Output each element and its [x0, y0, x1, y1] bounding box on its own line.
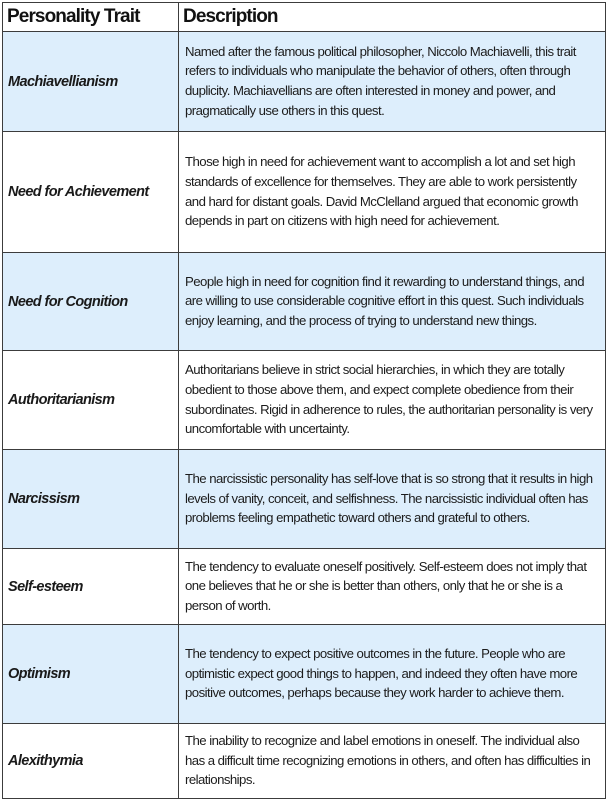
- trait-description: The inability to recognize and label emotions in oneself. The individual also has a difficult time recognizing emotions in others, and often has difficulties in relationships.: [179, 724, 606, 799]
- trait-description: The tendency to expect positive outcomes in the future. People who are optimistic expect good things to happen, and indeed they often have more positive outcomes, perhaps because they work harder to achieve them.: [179, 625, 606, 724]
- table-row-need-for-achievement: [3, 132, 606, 253]
- trait-description: Those high in need for achievement want to accomplish a lot and set high standards of excellence for themselves. They are able to work persistently and hard for distant goals. David McClelland argued that economic growth depends in part on citizens with high need for achievement.: [179, 132, 606, 253]
- header-description: Description: [179, 3, 606, 32]
- table-row-optimism: [3, 625, 606, 724]
- trait-name: Authoritarianism: [3, 351, 179, 450]
- trait-description: Authoritarians believe in strict social hierarchies, in which they are totally obedient to those above them, and expect complete obedience from their subordinates. Rigid in adherence to rules, the authoritarian personality is very uncomfortable with uncertainty.: [179, 351, 606, 450]
- trait-name: Need for Cognition: [3, 253, 179, 351]
- trait-name: Self-esteem: [3, 549, 179, 625]
- table-row-authoritarianism: [3, 351, 606, 450]
- trait-name: Narcissism: [3, 450, 179, 549]
- header-row: [3, 3, 606, 32]
- table-row-machiavellianism: [3, 32, 606, 132]
- trait-description: People high in need for cognition find it rewarding to understand things, and are willing to use considerable cognitive effort in this quest. Such individuals enjoy learning, and the process of trying to understand new things.: [179, 253, 606, 351]
- trait-name: Machiavellianism: [3, 32, 179, 132]
- table-row-alexithymia: [3, 724, 606, 799]
- trait-name: Optimism: [3, 625, 179, 724]
- table-row-need-for-cognition: [3, 253, 606, 351]
- trait-description: The tendency to evaluate oneself positively. Self-esteem does not imply that one believes that he or she is better than others, only that he or she is a person of worth.: [179, 549, 606, 625]
- header-personality-trait: Personality Trait: [3, 3, 179, 32]
- trait-description: Named after the famous political philosopher, Niccolo Machiavelli, this trait refers to individuals who manipulate the behavior of others, often through duplicity. Machiavellians are often interested in money and power, and pragmatically use others in this quest.: [179, 32, 606, 132]
- table-row-self-esteem: [3, 549, 606, 625]
- trait-name: Need for Achievement: [3, 132, 179, 253]
- table-row-narcissism: [3, 450, 606, 549]
- trait-description: The narcissistic personality has self-love that is so strong that it results in high levels of vanity, conceit, and selfishness. The narcissistic individual often has problems feeling empathetic toward others and grateful to others.: [179, 450, 606, 549]
- personality-traits-table: [2, 2, 606, 799]
- trait-name: Alexithymia: [3, 724, 179, 799]
